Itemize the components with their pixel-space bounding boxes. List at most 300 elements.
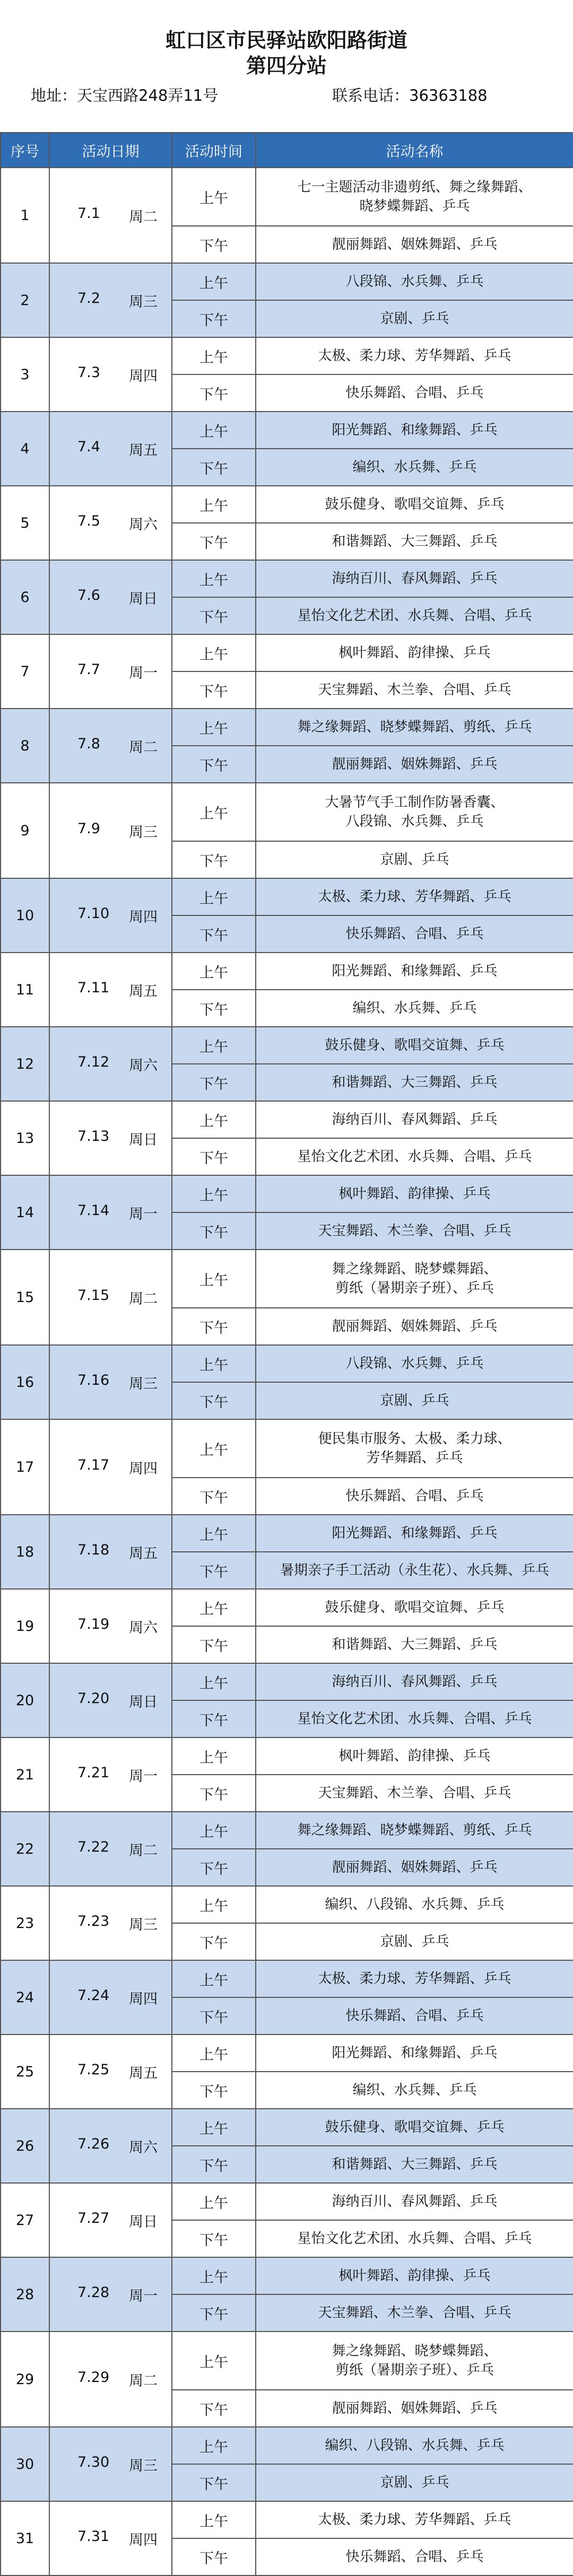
activity-am <box>256 1250 573 1308</box>
date-value: 7.23 <box>77 1913 110 1929</box>
date-value: 7.2 <box>77 290 100 307</box>
weekday-value: 周一 <box>129 2287 158 2304</box>
weekday-value: 周五 <box>129 442 158 459</box>
time-pm: 下午 <box>172 2072 256 2109</box>
activity-pm <box>256 1478 573 1515</box>
time-pm: 下午 <box>172 1064 256 1101</box>
weekday-value: 周五 <box>129 1545 158 1562</box>
time-am: 上午 <box>172 878 256 915</box>
activity-line: 星怡文化艺术团、水兵舞、合唱、乒乓 <box>297 1149 532 1165</box>
activity-pm <box>256 1212 573 1250</box>
weekday-value: 周日 <box>129 590 158 607</box>
activity-pm <box>256 449 573 486</box>
row-date <box>49 1250 172 1345</box>
time-pm: 下午 <box>172 1700 256 1737</box>
weekday-value: 周二 <box>129 1842 158 1859</box>
row-number: 19 <box>1 1589 49 1663</box>
activity-line: 快乐舞蹈、合唱、乒乓 <box>345 926 484 942</box>
time-am: 上午 <box>172 2183 256 2220</box>
schedule-table <box>0 132 573 2576</box>
time-am: 上午 <box>172 560 256 597</box>
activity-line: 编织、八段锦、水兵舞、乒乓 <box>325 2438 505 2453</box>
activity-pm <box>256 597 573 634</box>
activity-am <box>256 1663 573 1700</box>
activity-pm <box>256 746 573 783</box>
time-pm: 下午 <box>172 449 256 486</box>
time-am: 上午 <box>172 2501 256 2538</box>
time-pm: 下午 <box>172 2538 256 2575</box>
weekday-value: 周二 <box>129 2372 158 2389</box>
weekday-value: 周三 <box>129 2457 158 2474</box>
date-value: 7.29 <box>77 2369 110 2386</box>
activity-line: 和谐舞蹈、大三舞蹈、乒乓 <box>332 1075 498 1090</box>
table-row <box>1 1663 573 1700</box>
activity-line: 海纳百川、春风舞蹈、乒乓 <box>332 2194 498 2210</box>
column-header-name: 活动名称 <box>256 133 573 168</box>
date-value: 7.13 <box>77 1128 110 1145</box>
date-value: 7.10 <box>77 905 110 922</box>
activity-pm <box>256 1308 573 1345</box>
activity-am <box>256 1886 573 1923</box>
time-am: 上午 <box>172 2109 256 2146</box>
time-pm: 下午 <box>172 523 256 560</box>
row-number: 4 <box>1 412 49 486</box>
table-header-row <box>1 133 573 168</box>
time-am: 上午 <box>172 1345 256 1382</box>
time-pm: 下午 <box>172 300 256 337</box>
time-am: 上午 <box>172 1027 256 1064</box>
row-number: 15 <box>1 1250 49 1345</box>
row-number: 18 <box>1 1515 49 1589</box>
activity-line: 京剧、乒乓 <box>380 2475 449 2491</box>
time-pm: 下午 <box>172 1552 256 1589</box>
row-number: 31 <box>1 2501 49 2575</box>
date-value: 7.6 <box>77 587 100 604</box>
row-number: 1 <box>1 168 49 263</box>
row-number: 29 <box>1 2332 49 2427</box>
activity-line: 阳光舞蹈、和缘舞蹈、乒乓 <box>332 422 498 438</box>
date-value: 7.9 <box>77 820 100 837</box>
row-number: 14 <box>1 1175 49 1250</box>
time-pm: 下午 <box>172 1478 256 1515</box>
activity-line: 天宝舞蹈、木兰拳、合唱、乒乓 <box>318 1223 511 1239</box>
activity-pm <box>256 990 573 1027</box>
weekday-value: 周六 <box>129 516 158 533</box>
activity-line: 海纳百川、春风舞蹈、乒乓 <box>332 1674 498 1690</box>
table-row <box>1 2427 573 2464</box>
activity-line: 编织、水兵舞、乒乓 <box>352 1000 477 1016</box>
activity-am <box>256 634 573 671</box>
activity-pm <box>256 1849 573 1886</box>
row-date <box>49 2109 172 2183</box>
time-pm: 下午 <box>172 2464 256 2501</box>
column-header-time: 活动时间 <box>172 133 256 168</box>
info-bar <box>0 78 573 110</box>
activity-line: 八段锦、水兵舞、乒乓 <box>345 814 484 829</box>
row-number: 21 <box>1 1737 49 1812</box>
activity-line: 八段锦、水兵舞、乒乓 <box>345 274 484 290</box>
date-value: 7.17 <box>77 1456 110 1473</box>
activity-line: 快乐舞蹈、合唱、乒乓 <box>345 1488 484 1504</box>
row-number: 12 <box>1 1027 49 1101</box>
table-row <box>1 1515 573 1552</box>
activity-line: 京剧、乒乓 <box>380 852 449 868</box>
time-am: 上午 <box>172 1101 256 1138</box>
time-pm: 下午 <box>172 2146 256 2183</box>
activity-pm <box>256 1626 573 1663</box>
activity-line: 暑期亲子手工活动（永生花）、水兵舞、乒乓 <box>280 1562 549 1578</box>
row-date <box>49 1737 172 1812</box>
activity-line: 枫叶舞蹈、韵律操、乒乓 <box>338 2268 491 2284</box>
table-row <box>1 1812 573 1849</box>
activity-pm <box>256 374 573 412</box>
activity-line: 舞之缘舞蹈、晓梦蝶舞蹈、 <box>332 2343 498 2359</box>
activity-am <box>256 263 573 300</box>
weekday-value: 周四 <box>129 1460 158 1477</box>
activity-am <box>256 1589 573 1626</box>
date-value: 7.20 <box>77 1690 110 1707</box>
row-date <box>49 709 172 783</box>
weekday-value: 周六 <box>129 1057 158 1074</box>
weekday-value: 周四 <box>129 1990 158 2007</box>
row-number: 22 <box>1 1812 49 1886</box>
date-value: 7.8 <box>77 735 100 752</box>
activity-am <box>256 337 573 374</box>
date-value: 7.16 <box>77 1372 110 1389</box>
row-number: 24 <box>1 1960 49 2034</box>
activity-line: 和谐舞蹈、大三舞蹈、乒乓 <box>332 1637 498 1653</box>
activity-line: 京剧、乒乓 <box>380 1393 449 1409</box>
activity-am <box>256 2109 573 2146</box>
activity-line: 鼓乐健身、歌唱交谊舞、乒乓 <box>325 2119 505 2135</box>
date-value: 7.11 <box>77 979 110 996</box>
activity-am <box>256 709 573 746</box>
weekday-value: 周三 <box>129 1375 158 1392</box>
activity-pm <box>256 300 573 337</box>
activity-line: 太极、柔力球、芳华舞蹈、乒乓 <box>318 889 511 905</box>
activity-line: 靓丽舞蹈、姻姝舞蹈、乒乓 <box>332 1859 498 1875</box>
time-am: 上午 <box>172 1812 256 1849</box>
table-row <box>1 2257 573 2294</box>
weekday-value: 周五 <box>129 983 158 1000</box>
table-row <box>1 560 573 597</box>
time-pm: 下午 <box>172 1626 256 1663</box>
activity-line: 七一主题活动非遗剪纸、舞之缘舞蹈、 <box>297 179 532 195</box>
activity-am <box>256 1175 573 1212</box>
activity-am <box>256 1515 573 1552</box>
time-pm: 下午 <box>172 2220 256 2257</box>
time-pm: 下午 <box>172 1382 256 1419</box>
table-row <box>1 953 573 990</box>
table-row <box>1 2501 573 2538</box>
row-number: 20 <box>1 1663 49 1737</box>
row-date <box>49 1589 172 1663</box>
time-pm: 下午 <box>172 374 256 412</box>
activity-pm <box>256 2390 573 2427</box>
date-value: 7.30 <box>77 2453 110 2470</box>
activity-line: 枫叶舞蹈、韵律操、乒乓 <box>338 645 491 661</box>
time-am: 上午 <box>172 634 256 671</box>
activity-am <box>256 1101 573 1138</box>
weekday-value: 周六 <box>129 1619 158 1636</box>
weekday-value: 周三 <box>129 1916 158 1933</box>
row-number: 5 <box>1 486 49 560</box>
time-am: 上午 <box>172 337 256 374</box>
table-row <box>1 1101 573 1138</box>
row-date <box>49 1515 172 1589</box>
activity-am <box>256 783 573 841</box>
time-am: 上午 <box>172 1663 256 1700</box>
activity-line: 枫叶舞蹈、韵律操、乒乓 <box>338 1748 491 1764</box>
time-am: 上午 <box>172 2034 256 2072</box>
activity-line: 星怡文化艺术团、水兵舞、合唱、乒乓 <box>297 2231 532 2247</box>
time-am: 上午 <box>172 2427 256 2464</box>
activity-am <box>256 1960 573 1997</box>
row-date <box>49 1175 172 1250</box>
date-value: 7.14 <box>77 1202 110 1219</box>
time-pm: 下午 <box>172 1923 256 1960</box>
row-date <box>49 634 172 709</box>
activity-pm <box>256 523 573 560</box>
activity-line: 阳光舞蹈、和缘舞蹈、乒乓 <box>332 963 498 979</box>
table-row <box>1 1175 573 1212</box>
activity-pm <box>256 2294 573 2332</box>
activity-line: 太极、柔力球、芳华舞蹈、乒乓 <box>318 348 511 364</box>
activity-pm <box>256 2538 573 2575</box>
time-pm: 下午 <box>172 1997 256 2034</box>
row-number: 9 <box>1 783 49 878</box>
table-row <box>1 1886 573 1923</box>
activity-am <box>256 1737 573 1775</box>
date-value: 7.15 <box>77 1287 110 1304</box>
date-value: 7.22 <box>77 1838 110 1855</box>
time-am: 上午 <box>172 412 256 449</box>
date-value: 7.12 <box>77 1053 110 1070</box>
time-am: 上午 <box>172 1886 256 1923</box>
row-date <box>49 2034 172 2109</box>
row-date <box>49 2427 172 2501</box>
activity-am <box>256 878 573 915</box>
activity-am <box>256 1419 573 1478</box>
activity-line: 阳光舞蹈、和缘舞蹈、乒乓 <box>332 2045 498 2061</box>
activity-line: 编织、八段锦、水兵舞、乒乓 <box>325 1897 505 1913</box>
time-am: 上午 <box>172 486 256 523</box>
activity-am <box>256 1027 573 1064</box>
time-pm: 下午 <box>172 671 256 709</box>
row-number: 2 <box>1 263 49 337</box>
activity-pm <box>256 1775 573 1812</box>
time-pm: 下午 <box>172 1849 256 1886</box>
table-row <box>1 1250 573 1308</box>
date-value: 7.25 <box>77 2061 110 2078</box>
date-value: 7.1 <box>77 205 100 222</box>
weekday-value: 周二 <box>129 1290 158 1307</box>
activity-line: 鼓乐健身、歌唱交谊舞、乒乓 <box>325 1600 505 1616</box>
activity-line: 太极、柔力球、芳华舞蹈、乒乓 <box>318 1971 511 1987</box>
time-am: 上午 <box>172 2332 256 2390</box>
table-row <box>1 2109 573 2146</box>
activity-pm <box>256 2220 573 2257</box>
time-am: 上午 <box>172 1175 256 1212</box>
table-row <box>1 337 573 374</box>
weekday-value: 周二 <box>129 208 158 225</box>
activity-line: 靓丽舞蹈、姻姝舞蹈、乒乓 <box>332 1318 498 1334</box>
row-date <box>49 168 172 263</box>
row-number: 3 <box>1 337 49 412</box>
activity-am <box>256 168 573 226</box>
activity-am <box>256 2501 573 2538</box>
table-row <box>1 1737 573 1775</box>
row-number: 13 <box>1 1101 49 1175</box>
weekday-value: 周一 <box>129 665 158 682</box>
table-row <box>1 168 573 226</box>
date-value: 7.21 <box>77 1764 110 1781</box>
activity-pm <box>256 1923 573 1960</box>
row-number: 26 <box>1 2109 49 2183</box>
date-value: 7.28 <box>77 2284 110 2301</box>
row-date <box>49 1812 172 1886</box>
table-row <box>1 412 573 449</box>
date-value: 7.3 <box>77 364 100 381</box>
weekday-value: 周日 <box>129 1693 158 1710</box>
date-value: 7.19 <box>77 1616 110 1632</box>
row-number: 23 <box>1 1886 49 1960</box>
row-date <box>49 1663 172 1737</box>
table-row <box>1 783 573 841</box>
activity-pm <box>256 671 573 709</box>
activity-pm <box>256 1064 573 1101</box>
row-date <box>49 878 172 953</box>
row-number: 11 <box>1 953 49 1027</box>
activity-am <box>256 2034 573 2072</box>
table-row <box>1 1027 573 1064</box>
time-am: 上午 <box>172 1960 256 1997</box>
activity-line: 海纳百川、春风舞蹈、乒乓 <box>332 571 498 587</box>
row-date <box>49 337 172 412</box>
weekday-value: 周四 <box>129 368 158 385</box>
page-title-line1: 虹口区市民驿站欧阳路街道 <box>165 29 407 52</box>
activity-pm <box>256 1382 573 1419</box>
activity-line: 八段锦、水兵舞、乒乓 <box>345 1356 484 1372</box>
weekday-value: 周四 <box>129 2531 158 2548</box>
row-date <box>49 412 172 486</box>
date-value: 7.24 <box>77 1987 110 2004</box>
activity-am <box>256 2257 573 2294</box>
activity-am <box>256 560 573 597</box>
address-text: 地址：天宝西路248弄11号 <box>31 86 219 104</box>
time-am: 上午 <box>172 953 256 990</box>
activity-am <box>256 2427 573 2464</box>
time-pm: 下午 <box>172 1775 256 1812</box>
row-date <box>49 2501 172 2575</box>
date-value: 7.27 <box>77 2210 110 2226</box>
activity-line: 天宝舞蹈、木兰拳、合唱、乒乓 <box>318 2305 511 2321</box>
table-row <box>1 1419 573 1478</box>
time-am: 上午 <box>172 709 256 746</box>
row-number: 8 <box>1 709 49 783</box>
row-date <box>49 1886 172 1960</box>
activity-line: 编织、水兵舞、乒乓 <box>352 2082 477 2098</box>
activity-line: 编织、水兵舞、乒乓 <box>352 459 477 475</box>
row-number: 27 <box>1 2183 49 2257</box>
row-date <box>49 1027 172 1101</box>
table-row <box>1 486 573 523</box>
time-pm: 下午 <box>172 915 256 953</box>
weekday-value: 周三 <box>129 293 158 310</box>
weekday-value: 周一 <box>129 1768 158 1785</box>
activity-line: 晓梦蝶舞蹈、乒乓 <box>359 198 470 214</box>
activity-line: 靓丽舞蹈、姻姝舞蹈、乒乓 <box>332 756 498 772</box>
weekday-value: 周四 <box>129 909 158 925</box>
date-value: 7.4 <box>77 438 100 455</box>
column-header-date: 活动日期 <box>49 133 172 168</box>
activity-line: 便民集市服务、太极、柔力球、 <box>318 1431 511 1447</box>
activity-line: 太极、柔力球、芳华舞蹈、乒乓 <box>318 2512 511 2528</box>
row-number: 30 <box>1 2427 49 2501</box>
weekday-value: 周一 <box>129 1206 158 1222</box>
row-date <box>49 953 172 1027</box>
weekday-value: 周二 <box>129 739 158 756</box>
time-am: 上午 <box>172 1589 256 1626</box>
time-pm: 下午 <box>172 226 256 263</box>
time-pm: 下午 <box>172 746 256 783</box>
activity-am <box>256 2332 573 2390</box>
activity-pm <box>256 2464 573 2501</box>
activity-pm <box>256 1700 573 1737</box>
activity-line: 和谐舞蹈、大三舞蹈、乒乓 <box>332 2156 498 2172</box>
activity-line: 鼓乐健身、歌唱交谊舞、乒乓 <box>325 496 505 512</box>
activity-line: 舞之缘舞蹈、晓梦蝶舞蹈、剪纸、乒乓 <box>297 1822 532 1838</box>
activity-am <box>256 1812 573 1849</box>
time-pm: 下午 <box>172 1212 256 1250</box>
table-row <box>1 2332 573 2390</box>
row-date <box>49 2332 172 2427</box>
time-am: 上午 <box>172 1250 256 1308</box>
table-row <box>1 1589 573 1626</box>
table-row <box>1 1960 573 1997</box>
time-am: 上午 <box>172 263 256 300</box>
page-title-line2: 第四分站 <box>246 54 327 77</box>
row-number: 17 <box>1 1419 49 1515</box>
row-date <box>49 560 172 634</box>
row-number: 10 <box>1 878 49 953</box>
activity-pm <box>256 226 573 263</box>
row-date <box>49 2257 172 2332</box>
row-number: 25 <box>1 2034 49 2109</box>
time-pm: 下午 <box>172 841 256 878</box>
activity-pm <box>256 1138 573 1175</box>
activity-pm <box>256 915 573 953</box>
date-value: 7.7 <box>77 661 100 678</box>
activity-line: 芳华舞蹈、乒乓 <box>366 1450 463 1466</box>
activity-am <box>256 2183 573 2220</box>
row-date <box>49 1419 172 1515</box>
activity-line: 阳光舞蹈、和缘舞蹈、乒乓 <box>332 1525 498 1541</box>
date-value: 7.31 <box>77 2528 110 2545</box>
activity-line: 舞之缘舞蹈、晓梦蝶舞蹈、 <box>332 1261 498 1277</box>
table-row <box>1 634 573 671</box>
time-pm: 下午 <box>172 2294 256 2332</box>
time-pm: 下午 <box>172 597 256 634</box>
weekday-value: 周三 <box>129 824 158 841</box>
table-row <box>1 2034 573 2072</box>
row-number: 16 <box>1 1345 49 1419</box>
row-date <box>49 1101 172 1175</box>
activity-pm <box>256 1997 573 2034</box>
row-date <box>49 1345 172 1419</box>
time-am: 上午 <box>172 2257 256 2294</box>
activity-line: 大暑节气手工制作防暑香囊、 <box>325 794 505 810</box>
